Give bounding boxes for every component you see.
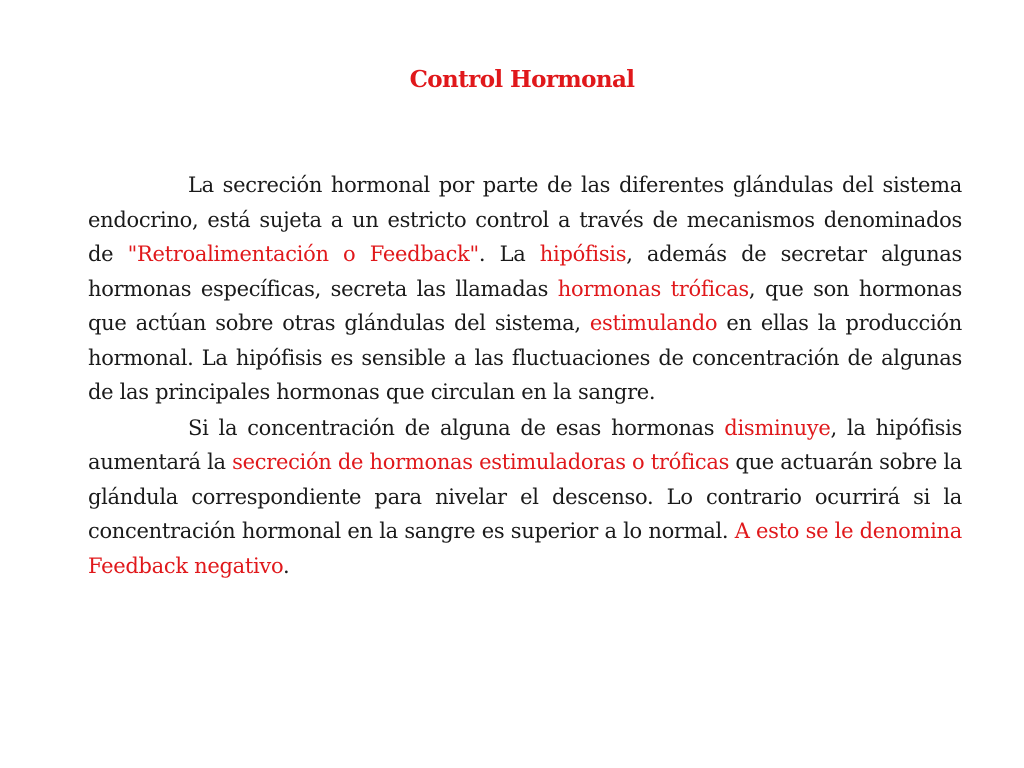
highlighted-text: A esto se le denomina Feedback negativo (88, 519, 962, 578)
highlighted-text: "Retroalimentación o Feedback" (127, 242, 479, 266)
body-text-segment: , la hipófisis aumentará la (88, 415, 962, 474)
body-text-segment: Si la concentración de alguna de esas hormonas (188, 415, 725, 440)
body-text-segment: que actuarán sobre la glándula correspondiente para nivelar el descenso. Lo contrario ocurrirá si la concentración hormonal en la sangre es superior a lo normal. (88, 450, 962, 543)
slide-body (88, 168, 962, 583)
body-text-segment: La secreción hormonal por parte de las diferentes glándulas del sistema endocrino, está sujeta a un estricto control a través de mecanismos denominados de (88, 173, 962, 266)
paragraph-2 (88, 411, 962, 584)
body-text-segment: . (282, 553, 290, 578)
highlighted-text: secreción de hormonas estimuladoras o tróficas (232, 450, 730, 474)
body-text-segment: , además de secretar algunas hormonas específicas, secreta las llamadas (88, 242, 962, 301)
body-text-segment: . La (478, 242, 540, 266)
body-text-segment: en ellas la producción hormonal. La hipófisis es sensible a las fluctuaciones de concentración de algunas de las principales hormonas que circulan en la sangre. (88, 311, 962, 404)
highlighted-text: estimulando (589, 311, 718, 335)
highlighted-text: disminuye (724, 415, 831, 440)
paragraph-1 (88, 168, 962, 410)
body-text-segment: , que son hormonas que actúan sobre otras glándulas del sistema, (88, 276, 963, 335)
slide-title: Control Hormonal (409, 66, 635, 93)
highlighted-text: hormonas tróficas (557, 276, 749, 301)
highlighted-text: hipófisis (539, 242, 627, 266)
